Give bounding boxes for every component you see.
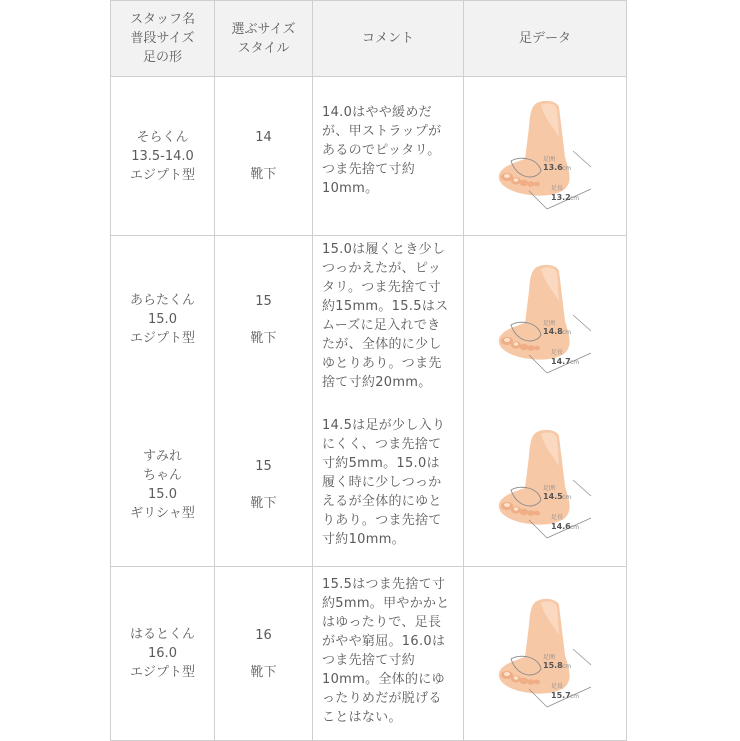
comment-line: 捨て寸約20mm。 [322,375,432,390]
table-row [111,567,627,741]
comment-line: つま先捨て寸約 [322,653,416,668]
comment-line: がやや窮屈。16.0は [322,634,446,649]
foot-illustration [495,595,595,713]
foot-data-cell [464,77,627,236]
header-staff [111,1,215,77]
comment-line: えるが全体的にゆと [322,493,442,509]
foot-data-cell [464,567,627,741]
comment-line: 10mm。 [322,181,379,196]
girth-unit: cm [562,662,572,670]
staff-name: すみれ [142,448,182,464]
comment-line: 寸約10mm。 [322,531,405,547]
select-cell [215,236,313,404]
length-unit: cm [570,358,580,366]
style-value: 靴下 [250,495,277,511]
comment-line: ことはない。 [322,710,402,725]
girth-label: 足囲 [543,484,556,492]
comment-line: 10mm。全体的にゆ [322,672,445,687]
header-comment: コメント [313,1,464,77]
foot-data-cell [464,404,627,567]
select-cell [215,567,313,741]
staff-usual-size: 16.0 [148,646,177,661]
table-row [111,404,627,567]
select-cell [215,404,313,567]
foot-illustration [495,426,595,544]
staff-cell [111,404,215,567]
girth-label: 足囲 [543,156,556,163]
comment-line: りあり。つま先捨て [322,512,442,528]
comment-line: 15.0は履くとき少し [322,242,446,257]
comment-line: ったりめだが脱げる [322,691,442,706]
header-staff-line2: 普段サイズ [130,31,195,46]
staff-name: あらたくん [129,293,195,309]
comment-line: あるのでピッタリ。 [322,143,441,158]
length-label: 足長 [551,348,564,356]
comment-line: 履く時に少しつっか [322,474,442,490]
table-row [111,77,627,236]
comment-line: 14.5は足が少し入り [322,417,446,433]
comment-line: が、甲ストラップが [322,124,442,139]
selected-size: 15 [255,293,272,309]
selected-size: 14 [255,130,272,145]
length-label: 足長 [551,185,564,192]
girth-value: 15.8 [543,660,563,670]
girth-label: 足囲 [543,319,556,327]
comment-line: ムーズに足入れでき [322,318,441,333]
staff-usual-size: 15.0 [148,312,177,328]
girth-unit: cm [562,165,572,172]
staff-cell [111,236,215,404]
girth-label: 足囲 [543,653,556,661]
style-value: 靴下 [250,167,277,182]
foot-illustration [495,261,595,379]
girth-unit: cm [562,493,572,501]
staff-usual-size: 13.5-14.0 [131,148,194,164]
staff-usual-size: 15.0 [148,486,177,502]
comment-line: つま先捨て寸約 [322,162,416,177]
table-header-row [111,1,627,77]
staff-name: そらくん [136,129,189,145]
header-select-line2: スタイル [237,40,290,56]
selected-size: 16 [255,627,272,643]
girth-unit: cm [562,328,572,336]
staff-size-table [110,0,627,741]
length-value: 14.7 [551,356,571,366]
table-row [111,236,627,404]
length-value: 14.6 [551,521,571,531]
girth-value: 13.6 [543,163,563,172]
staff-cell [111,567,215,741]
header-staff-line1: スタッフ名 [129,12,195,27]
header-select-line1: 選ぶサイズ [231,21,296,37]
select-cell [215,77,313,236]
comment-line: はゆったりで、足長 [322,615,442,630]
staff-foot-shape: エジプト型 [129,331,195,347]
length-label: 足長 [551,682,564,690]
comment-line: たが、全体的に少し [322,337,442,352]
staff-name: はるとくん [129,627,195,642]
comment-line: つっかえたが、ピッ [322,261,442,276]
comment-line: タリ。つま先捨て寸 [322,280,442,295]
foot-data-cell [464,236,627,404]
girth-value: 14.5 [543,491,563,501]
length-unit: cm [570,692,580,700]
length-value: 15.7 [551,690,571,700]
size-table-wrapper [110,0,626,740]
header-foot-data: 足データ [464,1,627,77]
staff-foot-shape: ギリシャ型 [130,505,195,521]
length-unit: cm [570,195,580,202]
length-value: 13.2 [551,193,571,202]
style-value: 靴下 [250,330,277,346]
length-label: 足長 [551,513,564,521]
comment-cell [313,404,464,567]
comment-line: 15.5はつま先捨て寸 [322,577,446,592]
comment-line: 寸約5mm。15.0は [322,455,440,471]
header-staff-line3: 足の形 [142,50,182,65]
girth-value: 14.8 [543,326,563,336]
style-value: 靴下 [250,664,277,680]
comment-line: ゆとりあり。つま先 [322,356,442,371]
selected-size: 15 [255,458,272,474]
comment-cell [313,77,464,236]
comment-line: にくく、つま先捨て [322,436,442,452]
length-unit: cm [570,523,580,531]
comment-line: 約5mm。甲やかかと [322,596,450,611]
staff-cell [111,77,215,236]
staff-foot-shape: エジプト型 [129,167,195,183]
comment-line: 14.0はやや緩めだ [322,105,432,120]
comment-cell [313,567,464,741]
foot-illustration [495,97,595,215]
header-select-size [215,1,313,77]
staff-name-suffix: ちゃん [142,467,182,483]
comment-cell [313,236,464,404]
staff-foot-shape: エジプト型 [129,665,195,680]
comment-line: 約15mm。15.5はス [322,299,449,314]
